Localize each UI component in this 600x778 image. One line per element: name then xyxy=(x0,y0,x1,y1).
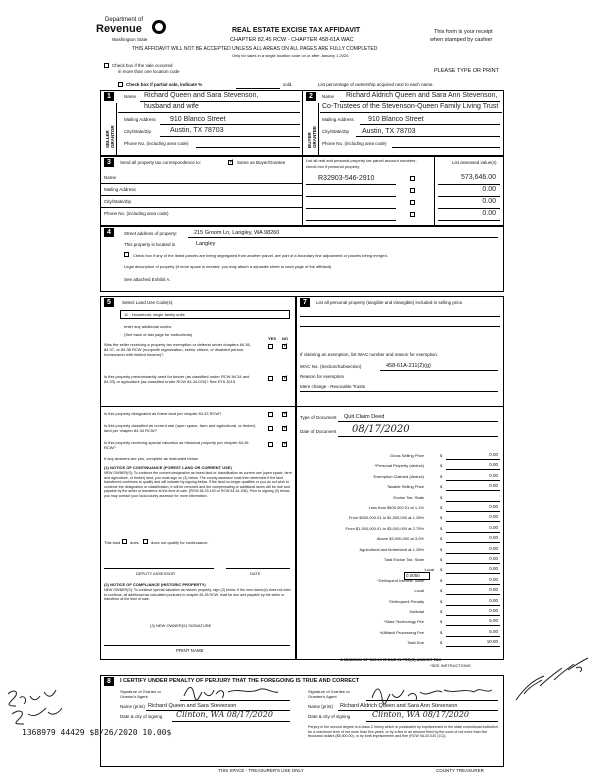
tax-row-label: *State Technology Fee xyxy=(383,619,424,625)
grantee-name: Richard Aldrich Queen and Sara Ann Stevenson xyxy=(340,703,458,709)
assessed-4: 0.00 xyxy=(482,210,496,217)
tax-row-value: 10.00 xyxy=(486,639,498,645)
dept-name: Revenue xyxy=(96,23,142,35)
tax-row-value: 0.00 xyxy=(489,545,498,551)
reason-label: Reason for exemption xyxy=(300,374,345,379)
print-name-line xyxy=(104,645,290,646)
county-treasurer: COUNTY TREASURER xyxy=(436,768,484,773)
tax-row-dollar: $ xyxy=(440,546,443,552)
recording-stamp: 1368979 44429 $8/26/2020 10.00$ xyxy=(22,728,172,737)
seller-side-rule xyxy=(116,103,117,156)
buyer-mailing-line xyxy=(360,124,500,125)
assessed-1-line xyxy=(438,184,500,185)
tax-row-dollar: $ xyxy=(440,536,443,542)
multi-location-checkbox[interactable] xyxy=(104,63,109,68)
section3-number: 3 xyxy=(104,158,114,167)
parcel-4-line xyxy=(306,220,396,221)
tax-row-line xyxy=(446,625,500,626)
sold-label: sold. xyxy=(283,82,293,87)
tax-row-dollar: $ xyxy=(440,629,443,635)
tax-row-line xyxy=(446,584,500,585)
tax-row-line xyxy=(446,636,500,637)
buyer-name-label: Name xyxy=(322,94,335,99)
tax-row-line xyxy=(446,459,500,460)
stamped-note: when stamped by cashier xyxy=(430,37,493,43)
certify-text: I CERTIFY UNDER PENALTY OF PERJURY THAT THE FOREGOING IS TRUE AND CORRECT xyxy=(120,678,360,684)
buyer-mailing-label: Mailing Address xyxy=(322,117,354,122)
treasurer-use: THIS SPACE - TREASURER'S USE ONLY xyxy=(218,768,304,773)
tax-row-dollar: $ xyxy=(440,598,443,604)
ownership-note: List percentage of ownership acquired next to each name. xyxy=(318,82,434,87)
tax-row-line xyxy=(446,532,500,533)
doc-type-label: Type of Document xyxy=(300,415,337,420)
see-instructions: *SEE INSTRUCTIONS xyxy=(430,663,471,668)
land-use-label: Select Land Use Code(s): xyxy=(122,300,174,305)
tax-row-dollar: $ xyxy=(440,453,443,458)
wac-value: 458-61A-211(2)(g) xyxy=(386,363,431,369)
tax-row-value: 5.00 xyxy=(489,618,498,624)
tax-row-value: 0.00 xyxy=(489,472,498,478)
dor-logo-icon xyxy=(152,20,166,34)
tax-row-label: Agricultural and timberland at 1.28% xyxy=(359,546,424,552)
land-does-not-checkbox[interactable] xyxy=(143,539,148,544)
deputy-line xyxy=(104,568,214,569)
buyer-name2: Co-Trustees of the Stevenson-Queen Family Living Trust xyxy=(322,103,499,110)
deputy-label: DEPUTY ASSESSOR xyxy=(136,571,176,576)
print-name-label: PRINT NAME xyxy=(176,648,204,653)
grantor-sig-label: Signature of Grantor or Grantor's Agent xyxy=(120,689,161,699)
seller-city-line xyxy=(160,136,300,137)
buyer-city-label: City/State/Zip xyxy=(322,129,350,134)
tax-row-value: 0.00 xyxy=(489,566,498,572)
grantee-signature-text xyxy=(370,684,377,685)
q1-yes-checkbox[interactable] xyxy=(268,344,273,349)
margin-signature-left-text xyxy=(4,683,11,684)
q5-no-checkbox[interactable] xyxy=(282,442,287,447)
grantee-date: Clinton, WA 08/17/2020 xyxy=(372,710,469,719)
street-value: 215 Groom Ln, Langley, WA 98260 xyxy=(194,230,280,236)
tax-row-value: 0.00 xyxy=(489,576,498,582)
tax-row-line xyxy=(446,542,500,543)
buyer-city: Austin, TX 78703 xyxy=(362,128,416,135)
tax-row-label: Above $3,000,000 at 3.0% xyxy=(376,536,424,542)
section1-number: 1 xyxy=(104,92,114,101)
tax-row-label: From $500,000.01 to $1,500,000 at 1.28% xyxy=(348,515,424,521)
tax-row-label: Local xyxy=(424,567,434,573)
q3-no-checkbox[interactable] xyxy=(282,412,287,417)
pp-line-2 xyxy=(300,326,500,327)
segregated-checkbox[interactable] xyxy=(124,252,129,257)
tax-row-value: 0.00 xyxy=(489,587,498,593)
tax-row-dollar: $ xyxy=(440,505,443,510)
notice2-text: NEW OWNER(S): To continue special valuation as historic property, sign (3) below. If the new owner(s) does not wish to continue, all additional tax calculated pursuant to chapter 84.26 RCW, shall be due and payable by the seller or transferor at the time of sale. xyxy=(104,588,291,602)
section3-divider xyxy=(302,156,303,226)
this-land-label: This land xyxy=(104,540,121,545)
tax-row-label: *Affidavit Processing Fee xyxy=(379,629,424,635)
tax-row-value: 0.00 xyxy=(489,514,498,520)
s3-mailing-label: Mailing Address xyxy=(104,187,136,192)
grantee-signature xyxy=(368,682,498,704)
yes-header: YES xyxy=(268,336,277,341)
tax-row-dollar: $ xyxy=(440,473,443,479)
notice2-title: (2) NOTICE OF COMPLIANCE (HISTORIC PROPERTY) xyxy=(104,582,206,587)
buyer-city-line xyxy=(356,136,500,137)
tax-row-value: 0.00 xyxy=(489,597,498,603)
s3-city-label: City/State/Zip xyxy=(104,199,132,204)
seller-mailing-line xyxy=(160,124,300,125)
parcel-2-personal-checkbox[interactable] xyxy=(410,188,415,193)
pp-line-1 xyxy=(300,316,500,317)
street-line xyxy=(188,237,498,238)
additional-codes-label: enter any additional codes: xyxy=(124,324,172,329)
tax-row-value: 0.00 xyxy=(489,483,498,489)
form-chapter: CHAPTER 82.45 RCW - CHAPTER 458-61A WAC xyxy=(230,37,354,43)
grantee-sig-label: Signature of Grantee or Grantee's Agent xyxy=(308,689,350,699)
doc-date-line xyxy=(338,436,498,437)
located-value: Langley xyxy=(196,241,216,247)
parcel-list-label: List all real and personal property tax parcel account numbers - check box if personal property xyxy=(306,158,418,169)
grantee-date-label: Date & city of signing xyxy=(308,714,351,719)
see-back-label: (See back of last page for instructions) xyxy=(124,332,193,337)
s7-mid-rule xyxy=(296,406,504,407)
tax-row-dollar: $ xyxy=(440,494,443,500)
dept-label: Department of xyxy=(105,17,144,23)
section5-number: 5 xyxy=(104,298,114,307)
seller-phone-line xyxy=(196,147,300,148)
tax-row-label: *Personal Property (deduct) xyxy=(374,463,424,469)
s3-phone-label: Phone No. (including area code) xyxy=(104,211,169,216)
q2-text: Is this property predominantly used for timber (as classified under RCW 84.34 and 84.33) or agriculture (as classified under RCW 84.34.020)? See ETA 3215 xyxy=(104,374,250,384)
buyer-name2-line xyxy=(320,112,502,113)
seller-mailing-label: Mailing Address xyxy=(124,117,156,122)
buyer-mailing: 910 Blanco Street xyxy=(368,116,424,123)
grantor-signature-text xyxy=(182,684,189,685)
local-rate-value: 0.0050 xyxy=(406,573,420,578)
doc-type-line xyxy=(338,421,498,422)
tax-row-label: Less than $500,000.01 at 1.1% xyxy=(368,505,424,510)
tax-row-line xyxy=(446,573,500,574)
assessed-4-line xyxy=(438,220,500,221)
tax-row-line xyxy=(446,553,500,554)
seller-side-label: SELLER GRANTOR xyxy=(105,125,115,148)
tax-row-dollar: $ xyxy=(440,515,443,521)
q1-no-checkbox[interactable] xyxy=(282,344,287,349)
tax-row-dollar: $ xyxy=(440,640,443,646)
new-owner-sig-label: (3) NEW OWNER(S) SIGNATURE xyxy=(150,623,212,628)
seller-name-line xyxy=(140,101,300,102)
tax-row-line xyxy=(446,594,500,595)
doc-date-label: Date of Document xyxy=(300,429,337,434)
section8-number: 8 xyxy=(104,677,114,686)
q5-yes-checkbox[interactable] xyxy=(268,442,273,447)
section2-number: 2 xyxy=(306,92,316,101)
section3-value-divider xyxy=(434,156,435,226)
tax-row-dollar: $ xyxy=(440,619,443,625)
tax-row-value: 0.00 xyxy=(489,462,498,468)
doc-date-value: 08/17/2020 xyxy=(352,424,410,435)
buyer-name-line xyxy=(340,101,500,102)
tax-row-value: 0.00 xyxy=(489,524,498,530)
tax-row-label: *Delinquent Penalty xyxy=(388,598,424,604)
tax-row-label: Gross Selling Price xyxy=(389,453,424,458)
tax-row-value: 0.00 xyxy=(489,504,498,509)
grantor-date: Clinton, WA 08/17/2020 xyxy=(176,710,273,719)
parties-divider xyxy=(302,90,303,156)
q4-text: Is this property classified as current use (open space, farm and agricultural, or timber) land per chapter 84.34 RCW? xyxy=(104,423,256,433)
reason-line xyxy=(300,391,498,392)
parcel-1-personal-checkbox[interactable] xyxy=(410,176,415,181)
legal-label: Legal description of property (if more space is needed, you may attach a separate sheet to each page of the affidavit) xyxy=(124,264,332,269)
tax-row-dollar: $ xyxy=(440,577,443,583)
grantor-name-label: Name (print) xyxy=(120,704,146,709)
tax-row-dollar: $ xyxy=(440,463,443,469)
doc-type-value: Quit Claim Deed xyxy=(344,414,385,420)
land-does-not-label: does not qualify for continuance. xyxy=(151,540,209,545)
located-label: This property is located in xyxy=(124,242,176,247)
assessed-2: 0.00 xyxy=(482,186,496,193)
tax-row-line xyxy=(446,563,500,564)
grantee-date-line xyxy=(366,721,498,722)
notice1-text: NEW OWNER(S): To continue the current designation as forest land or classification as current use (open space, farm and agriculture, or timber) land, you must sign on (3) below. The county assessor must then determine if the land transferred continues to qualify and will indicate by signing below. If the land no longer qualifies or you do not wish to continue the designation or classification, it will be removed and the compensating or additional taxes will be due and payable by the seller or transferor at the time of sale. (RCW 84.33.140 or RCW 84.34.108). Prior to signing (3) below, you may contact your local county assessor for more information. xyxy=(104,471,292,498)
seller-city: Austin, TX 78703 xyxy=(170,127,224,134)
personal-property-label: List all personal property (tangible and intangible) included in selling price. xyxy=(316,300,464,305)
wac-label: WAC No. (Section/Subsection) xyxy=(300,364,362,369)
tax-row-dollar: $ xyxy=(440,609,443,614)
seller-name: Richard Queen and Sara Stevenson, xyxy=(144,92,259,99)
tax-row-label: Taxable Selling Price xyxy=(386,484,424,490)
tax-row-line xyxy=(446,490,500,491)
if-yes-note: If any answers are yes, complete as instructed below. xyxy=(104,456,199,461)
tax-row-dollar: $ xyxy=(440,588,443,594)
tax-row-label: *Delinquent Interest: State xyxy=(377,577,424,583)
type-note: PLEASE TYPE OR PRINT xyxy=(434,68,500,74)
q2-no-checkbox[interactable] xyxy=(282,376,287,381)
grantee-name-label: Name (print) xyxy=(308,704,334,709)
parcel-4-personal-checkbox[interactable] xyxy=(410,212,415,217)
assessed-label: List assessed value(s) xyxy=(452,160,497,165)
assessed-3-line xyxy=(438,208,500,209)
send-tax-label: Send all property tax correspondence to: xyxy=(120,160,202,165)
section7-number: 7 xyxy=(300,298,310,307)
tax-row-line xyxy=(446,605,500,606)
assessed-1: 573,646.00 xyxy=(460,174,496,181)
land-use-code: 11 - Household, single family units xyxy=(124,312,185,317)
margin-signature-right xyxy=(510,650,600,710)
tax-row-value: 5.00 xyxy=(489,628,498,634)
tax-row-line xyxy=(446,615,500,616)
s3-name-label: Name xyxy=(104,175,117,180)
partial-sale-line xyxy=(236,88,280,89)
buyer-phone-line xyxy=(392,147,500,148)
tax-row-label: Total Excise Tax: State xyxy=(383,557,424,562)
s5-mid-rule xyxy=(100,406,296,407)
deputy-date-line xyxy=(226,568,290,569)
q1-text: Was the seller receiving a property tax exemption or deferral under chapters 84.36, 84.37, or 84.38 RCW (nonprofit organization, senior citizen, or disabled person, homeowner with limited income)? xyxy=(104,342,251,357)
reason-value: Mere change - Revocable Trusts xyxy=(300,384,366,389)
seller-mailing: 910 Blanco Street xyxy=(170,116,226,123)
land-does-checkbox[interactable] xyxy=(122,539,127,544)
tax-row-label: From $1,500,000.01 to $3,000,000 at 2.75% xyxy=(345,525,424,531)
tax-row-dollar: $ xyxy=(440,484,443,490)
form-title: REAL ESTATE EXCISE TAX AFFIDAVIT xyxy=(232,27,361,34)
parcel-1-line xyxy=(306,184,396,185)
wac-line xyxy=(380,370,498,371)
assessed-3: 0.00 xyxy=(482,198,496,205)
grantor-date-label: Date & city of signing xyxy=(120,714,163,719)
q4-no-checkbox[interactable] xyxy=(282,426,287,431)
tax-row-line xyxy=(446,646,500,647)
tax-row-line xyxy=(446,501,500,502)
tax-row-dollar: $ xyxy=(440,557,443,562)
tax-row-label: Subtotal xyxy=(409,609,424,614)
buyer-phone-label: Phone No. (including area code) xyxy=(322,141,387,146)
q4-yes-checkbox[interactable] xyxy=(268,426,273,431)
deputy-date-label: DATE xyxy=(250,571,261,576)
tax-row-line xyxy=(446,480,500,481)
tax-row-value: 0.00 xyxy=(489,452,498,457)
minimum-note: A MINIMUM OF $10.00 IS DUE IN FEE(S) AND/OR TAX xyxy=(340,657,442,662)
grantor-signature xyxy=(180,682,290,704)
q5-text: Is this property receiving special valuation as historical property per chapter 84.26 RCW? xyxy=(104,440,249,450)
tax-row-value: 0.00 xyxy=(489,535,498,541)
claim-exemption-label: If claiming an exemption, list WAC number and reason for exemption. xyxy=(300,352,439,357)
buyer-side-label: BUYER GRANTEE xyxy=(307,125,317,148)
tax-row-dollar: $ xyxy=(440,525,443,531)
parcel-3-line xyxy=(306,208,396,209)
same-as-buyer-checkbox[interactable] xyxy=(228,160,233,165)
perjury-text: Perjury in the second degree is a class C felony which is punishable by imprisonment in the state correctional institution for a maximum term of not more than five years, or by a fine in an amount fixed by the court of not more than five thousand dollars ($5,000.00), or by both imprisonment and fine (RCW 9A.20.020 (1C)). xyxy=(308,725,498,739)
street-label: Street address of property: xyxy=(124,231,178,236)
seller-phone-label: Phone No. (including area code) xyxy=(124,141,189,146)
tax-row-value: 0.00 xyxy=(489,556,498,561)
parcel-3-personal-checkbox[interactable] xyxy=(410,200,415,205)
q3-yes-checkbox[interactable] xyxy=(268,412,273,417)
buyer-name: Richard Aldrich Queen and Sara Ann Stevenson, xyxy=(346,92,498,99)
tax-row-line xyxy=(446,511,500,512)
notice1-title: (1) NOTICE OF CONTINUANCE (FOREST LAND OR CURRENT USE) xyxy=(104,465,232,470)
tax-row-label: Exemption Claimed (deduct) xyxy=(373,473,424,479)
segregated-label: Check box if any of the listed parcels are being segregated from another parcel, are part of a boundary line adjustment or parcels being merged. xyxy=(133,253,388,258)
section4-number: 4 xyxy=(104,228,114,237)
tax-row-label: Local xyxy=(414,588,424,594)
seller-name-label: Name xyxy=(124,94,137,99)
tax-row-value: 0.00 xyxy=(489,608,498,613)
margin-signature-left xyxy=(0,680,90,730)
buyer-side-rule xyxy=(318,103,319,156)
q3-text: Is this property designated as forest land per chapter 84.33 RCW? xyxy=(104,411,222,416)
form-only-for: Only for sales in a single location code on or after January 1 2020. xyxy=(232,53,350,58)
tax-row-line xyxy=(446,521,500,522)
seller-name2-line xyxy=(118,112,300,113)
same-as-buyer-label: Same as Buyer/Grantee xyxy=(237,160,286,165)
parcel-1: R32903-546-2910 xyxy=(318,175,375,182)
tax-row-label: Excise Tax: State xyxy=(393,494,424,500)
q2-yes-checkbox[interactable] xyxy=(268,376,273,381)
land-does-label: does xyxy=(130,540,139,545)
partial-sale-label: Check box if partial sale, indicate % xyxy=(126,82,203,87)
grantor-date-line xyxy=(172,721,290,722)
tax-row-line xyxy=(446,469,500,470)
no-header: NO xyxy=(282,336,288,341)
margin-signature-right-text xyxy=(560,660,567,661)
multi-location-label2: in more than one location code xyxy=(118,69,180,74)
tax-row-dollar: $ xyxy=(440,567,443,573)
s3-mailing-line xyxy=(100,195,302,196)
multi-location-label: Check box if the sale occurred xyxy=(112,63,173,68)
partial-sale-checkbox[interactable] xyxy=(118,82,123,87)
receipt-note: This form is your receipt xyxy=(434,29,493,35)
seller-city-label: City/State/Zip xyxy=(124,129,152,134)
s3-name-line xyxy=(100,183,302,184)
parcel-2-line xyxy=(306,196,396,197)
grantor-name: Richard Queen and Sara Stevenson xyxy=(148,703,237,709)
tax-row-label: Total Due xyxy=(407,640,424,646)
assessed-2-line xyxy=(438,196,500,197)
seller-name2: husband and wife xyxy=(144,103,199,110)
s3-city-line xyxy=(100,207,302,208)
form-warning: THIS AFFIDAVIT WILL NOT BE ACCEPTED UNLESS ALL AREAS ON ALL PAGES ARE FULLY COMPLETED xyxy=(132,46,378,52)
state-label: Washington State xyxy=(112,37,148,42)
legal-value: See attached Exhibit A. xyxy=(124,277,171,282)
